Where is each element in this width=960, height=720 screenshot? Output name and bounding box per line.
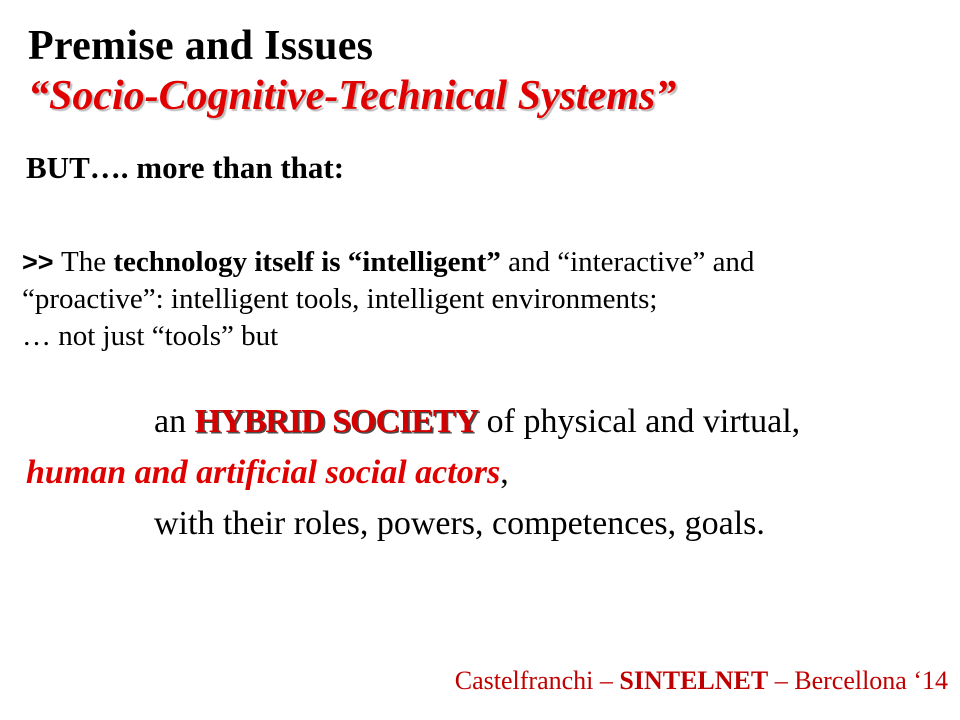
hybrid-line-2-post: , [500,454,509,491]
paragraph-line-1-post: and “interactive” and [500,246,755,278]
hybrid-line-2 [26,454,509,491]
paragraph-line-3: … not just “tools” but [22,320,279,352]
hybrid-line-1 [26,403,800,440]
slide-subtitle: “Socio-Cognitive-Technical Systems” [28,73,677,119]
footer-author: Castelfranchi – [454,666,620,695]
chevron-marker: >> [22,247,62,277]
hybrid-society-block [26,396,800,549]
actors-text: human and artificial social actors [26,454,501,491]
paragraph-line-1-bold: technology itself is “intelligent” [113,246,501,278]
hybrid-society-text: HYBRID SOCIETY [194,403,479,440]
intro-line: BUT…. more than that: [26,150,345,185]
footer-venue: – Bercellona ‘14 [768,666,948,695]
hybrid-line-1-post: of physical and virtual, [478,403,801,440]
conclusion-line: with their roles, powers, competences, goals. [154,505,765,542]
paragraph-line-2: “proactive”: intelligent tools, intelligent environments; [22,283,658,315]
footer-credit [455,666,948,696]
footer-project: SINTELNET [619,666,769,695]
body-paragraph [22,244,754,355]
paragraph-line-1-pre: The [61,246,114,278]
slide-title: Premise and Issues [28,23,374,69]
hybrid-line-1-pre: an [154,403,195,440]
